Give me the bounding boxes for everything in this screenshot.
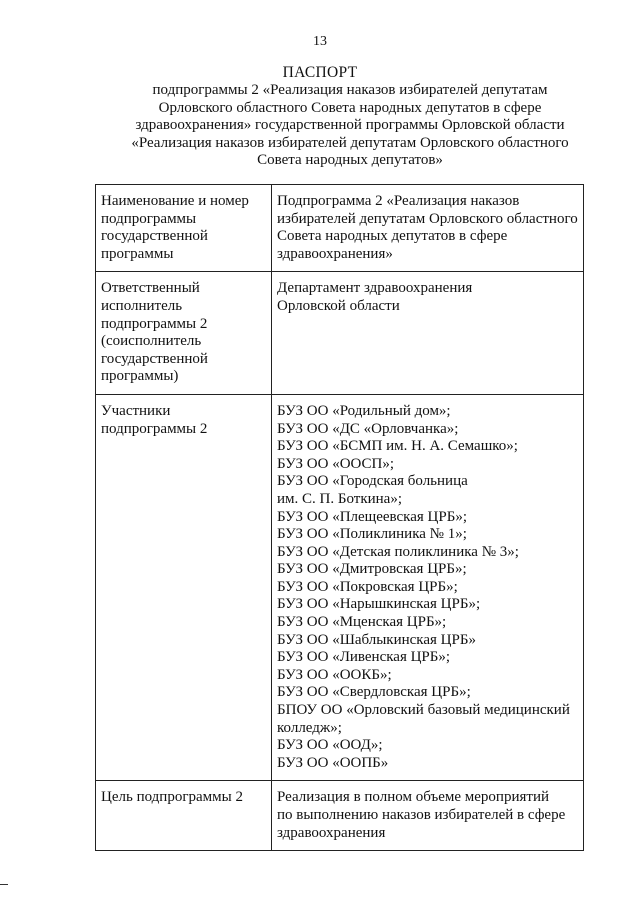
table-row (96, 394, 584, 780)
table-row (96, 272, 584, 395)
scan-edge-mark (0, 884, 8, 885)
row-value-line: по выполнению наказов избирателей в сфере (277, 807, 566, 823)
table-row (96, 781, 584, 851)
subtitle-line: Орловского областного Совета народных депутатов в сфере (158, 99, 542, 116)
participant-item: БУЗ ОО «ООКБ»; (277, 666, 392, 683)
row-label-line: подпрограммы (101, 210, 197, 227)
row-label-line: исполнитель (101, 297, 183, 314)
row-value-line: Орловской области (277, 297, 400, 314)
participant-item: им. С. П. Боткина»; (277, 490, 402, 507)
subtitle-line: здравоохранения» государственной программы Орловской области (135, 117, 565, 134)
row-value-cell (272, 394, 584, 780)
participant-item: БУЗ ОО «ООПБ» (277, 754, 389, 771)
page-number: 13 (313, 34, 327, 49)
row-label-line: программы (101, 245, 174, 262)
participant-item: БУЗ ОО «Мценская ЦРБ»; (277, 614, 447, 631)
row-value-line: избирателей депутатам Орловского областного (277, 210, 578, 227)
row-label-line: Цель подпрограммы 2 (101, 789, 243, 806)
participant-item: БУЗ ОО «Покровская ЦРБ»; (277, 578, 458, 595)
participant-item: БУЗ ОО «Плещеевская ЦРБ»; (277, 508, 468, 525)
participant-item: БУЗ ОО «ООСП»; (277, 455, 395, 472)
subtitle-line: «Реализация наказов избирателей депутатам Орловского областного (131, 134, 569, 151)
row-value-cell (272, 185, 584, 272)
row-label-cell (96, 394, 272, 780)
row-label-line: Участники (101, 402, 171, 419)
row-label-line: (соисполнитель (101, 333, 202, 350)
participant-item: БУЗ ОО «Ливенская ЦРБ»; (277, 649, 451, 666)
participant-item: БУЗ ОО «Поликлиника № 1»; (277, 526, 467, 543)
row-label-line: подпрограммы 2 (101, 315, 208, 332)
document-title: ПАСПОРТ (282, 64, 358, 81)
table-row (96, 185, 584, 272)
participant-item: БУЗ ОО «ДС «Орловчанка»; (277, 420, 459, 437)
row-value-line: здравоохранения» (277, 245, 393, 262)
row-value-line: Департамент здравоохранения (277, 280, 473, 297)
subtitle-line: подпрограммы 2 «Реализация наказов избирателей депутатам (152, 82, 548, 98)
participant-item: БПОУ ОО «Орловский базовый медицинский (277, 702, 570, 719)
row-label-line: Ответственный (101, 280, 200, 297)
participant-item: колледж»; (277, 719, 342, 736)
participant-item: БУЗ ОО «ООД»; (277, 737, 383, 754)
participant-item: БУЗ ОО «Нарышкинская ЦРБ»; (277, 596, 481, 613)
row-label-line: программы) (101, 368, 179, 385)
row-value-cell (272, 781, 584, 851)
participant-item: БУЗ ОО «Родильный дом»; (277, 402, 451, 419)
participant-item: БУЗ ОО «Свердловская ЦРБ»; (277, 684, 471, 701)
row-label-cell (96, 781, 272, 851)
row-value-line: Реализация в полном объеме мероприятий (277, 789, 549, 806)
document-subtitle (100, 82, 600, 170)
row-value-line: Подпрограмма 2 «Реализация наказов (277, 193, 520, 209)
row-label-cell (96, 272, 272, 395)
row-value-line: Совета народных депутатов в сфере (277, 228, 508, 245)
participant-item: БУЗ ОО «Шаблыкинская ЦРБ» (277, 631, 476, 648)
subtitle-line: Совета народных депутатов» (257, 152, 443, 169)
row-label-line: подпрограммы 2 (101, 420, 208, 437)
row-label-cell (96, 185, 272, 272)
participant-item: БУЗ ОО «БСМП им. Н. А. Семашко»; (277, 438, 518, 455)
row-label-line: Наименование и номер (101, 193, 249, 209)
row-label-line: государственной (101, 350, 208, 367)
row-value-line: здравоохранения (277, 824, 386, 841)
row-label-line: государственной (101, 228, 208, 245)
participant-item: БУЗ ОО «Детская поликлиника № 3»; (277, 543, 519, 560)
passport-table (95, 184, 584, 851)
row-value-cell (272, 272, 584, 395)
participant-item: БУЗ ОО «Дмитровская ЦРБ»; (277, 561, 467, 578)
participant-item: БУЗ ОО «Городская больница (277, 473, 468, 490)
